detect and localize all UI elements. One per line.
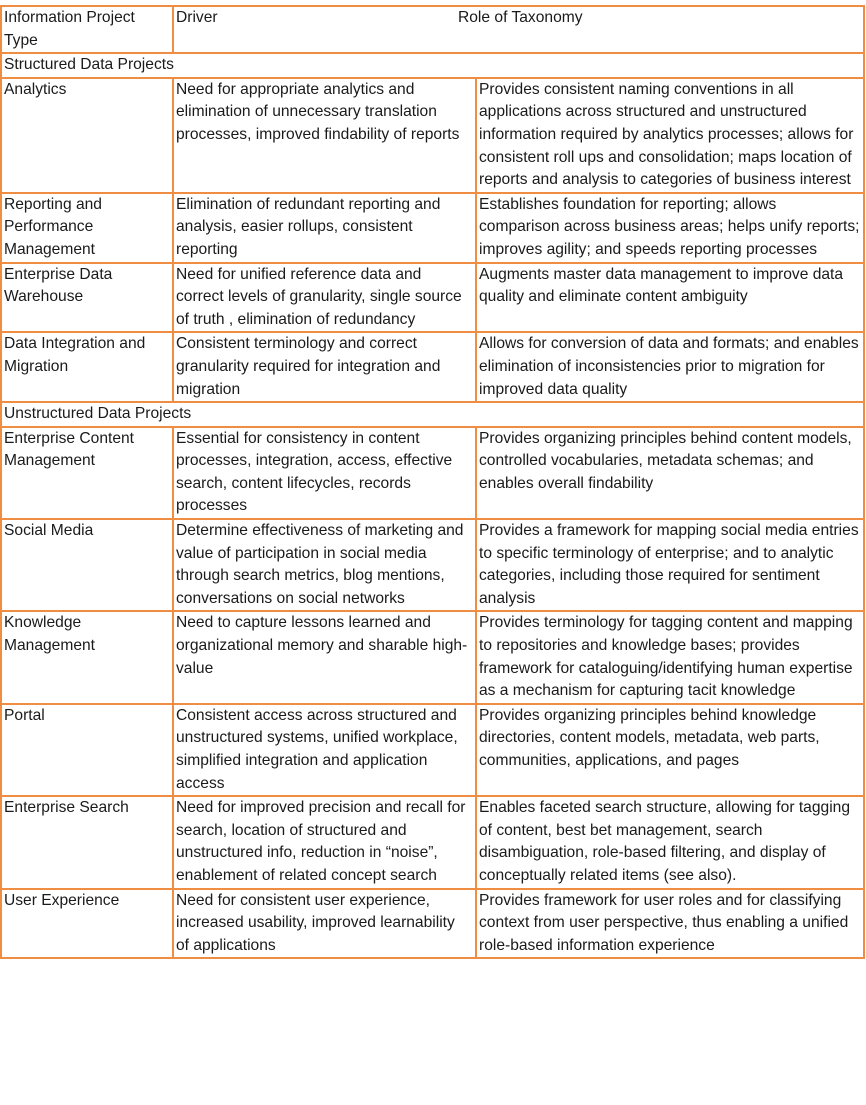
role-cell: Provides consistent naming conventions in all applications across structured and unstructured information required by analytics processes; allows for consistent roll ups and consolidation; maps location of reports and analysis to categories of business interest	[476, 78, 864, 193]
driver-cell: Need for unified reference data and correct levels of granularity, single source of truth , elimination of redundancy	[173, 263, 476, 333]
project-type-cell: User Experience	[1, 889, 173, 959]
table-row	[1, 332, 864, 402]
project-type-cell: Analytics	[1, 78, 173, 193]
role-cell: Augments master data management to improve data quality and eliminate content ambiguity	[476, 263, 864, 333]
table-row	[1, 796, 864, 888]
driver-cell: Need for consistent user experience, increased usability, improved learnability of applications	[173, 889, 476, 959]
section-title: Structured Data Projects	[1, 53, 864, 78]
table-row	[1, 519, 864, 611]
section-title: Unstructured Data Projects	[1, 402, 864, 427]
driver-cell: Consistent access across structured and unstructured systems, unified workplace, simplified integration and application access	[173, 704, 476, 796]
header-project-type: Information Project Type	[1, 6, 173, 53]
role-cell: Provides a framework for mapping social media entries to specific terminology of enterprise; and to analytic categories, including those required for sentiment analysis	[476, 519, 864, 611]
role-cell: Provides terminology for tagging content and mapping to repositories and knowledge bases; provides framework for cataloguing/identifying human expertise as a mechanism for capturing tacit knowledge	[476, 611, 864, 703]
header-row	[1, 6, 864, 53]
table-row	[1, 889, 864, 959]
section-row-structured	[1, 53, 864, 78]
table-row	[1, 611, 864, 703]
driver-cell: Need to capture lessons learned and organizational memory and sharable high-value	[173, 611, 476, 703]
driver-cell: Elimination of redundant reporting and analysis, easier rollups, consistent reporting	[173, 193, 476, 263]
role-cell: Establishes foundation for reporting; allows comparison across business areas; helps unify reports; improves agility; and speeds reporting processes	[476, 193, 864, 263]
role-cell: Allows for conversion of data and formats; and enables elimination of inconsistencies prior to migration for improved data quality	[476, 332, 864, 402]
project-type-cell: Portal	[1, 704, 173, 796]
table-row	[1, 427, 864, 519]
driver-cell: Need for improved precision and recall for search, location of structured and unstructured info, reduction in “noise”, enablement of related concept search	[173, 796, 476, 888]
project-type-cell: Enterprise Content Management	[1, 427, 173, 519]
driver-cell: Need for appropriate analytics and elimination of unnecessary translation processes, improved findability of reports	[173, 78, 476, 193]
role-cell: Provides organizing principles behind content models, controlled vocabularies, metadata schemas; and enables overall findability	[476, 427, 864, 519]
project-type-cell: Enterprise Search	[1, 796, 173, 888]
header-driver: Driver	[173, 6, 476, 53]
driver-cell: Essential for consistency in content processes, integration, access, effective search, content lifecycles, records processes	[173, 427, 476, 519]
header-role-text: Role of Taxonomy	[458, 9, 583, 26]
project-type-cell: Data Integration and Migration	[1, 332, 173, 402]
project-type-cell: Knowledge Management	[1, 611, 173, 703]
project-type-cell: Social Media	[1, 519, 173, 611]
driver-cell: Determine effectiveness of marketing and value of participation in social media through search metrics, blog mentions, conversations on social networks	[173, 519, 476, 611]
role-cell: Enables faceted search structure, allowing for tagging of content, best bet management, search disambiguation, role-based filtering, and display of conceptually related items (see also).	[476, 796, 864, 888]
project-type-cell: Enterprise Data Warehouse	[1, 263, 173, 333]
header-role	[458, 6, 864, 53]
driver-cell: Consistent terminology and correct granularity required for integration and migration	[173, 332, 476, 402]
table-row	[1, 263, 864, 333]
taxonomy-table	[0, 5, 865, 959]
table-row	[1, 78, 864, 193]
table-row	[1, 704, 864, 796]
role-cell: Provides organizing principles behind knowledge directories, content models, metadata, web parts, communities, applications, and pages	[476, 704, 864, 796]
project-type-cell: Reporting and Performance Management	[1, 193, 173, 263]
table-row	[1, 193, 864, 263]
section-row-unstructured	[1, 402, 864, 427]
role-cell: Provides framework for user roles and for classifying context from user perspective, thus enabling a unified role-based information experience	[476, 889, 864, 959]
